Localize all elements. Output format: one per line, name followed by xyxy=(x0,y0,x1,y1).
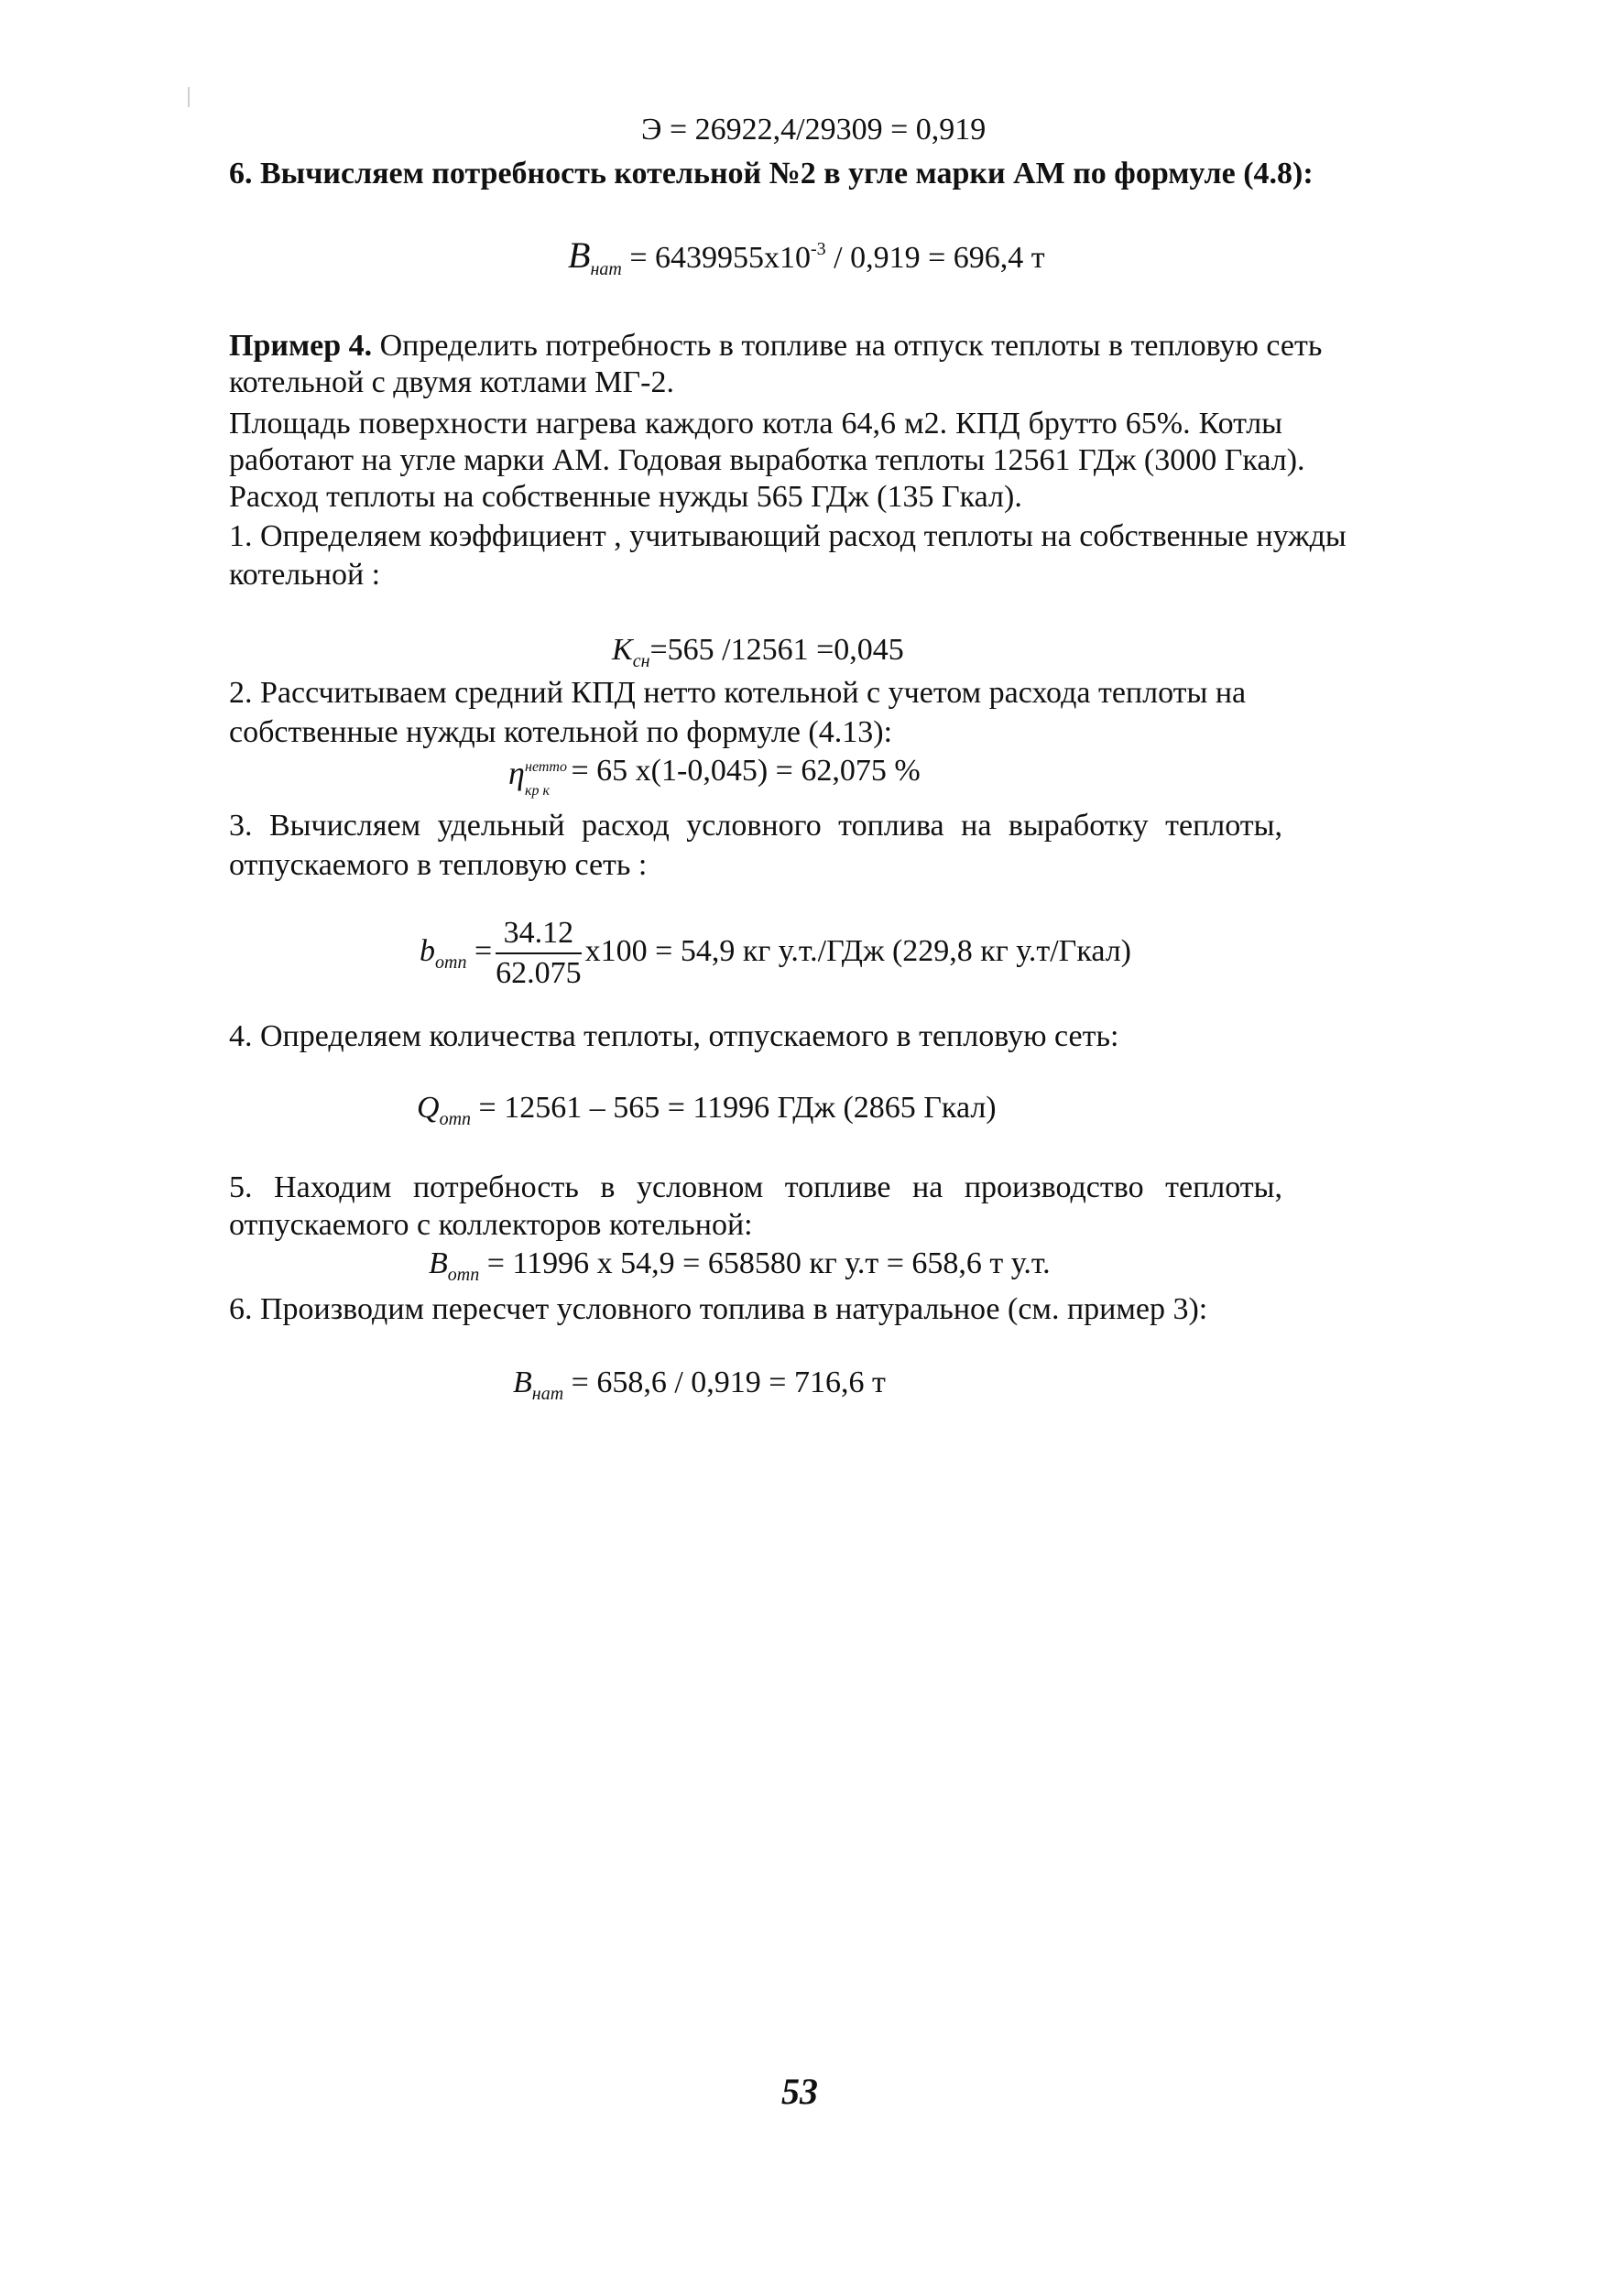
paragraph-line: Площадь поверхности нагрева каждого котла 64,6 м2. КПД брутто 65%. Котлы xyxy=(229,407,1282,441)
heat-supply-formula xyxy=(417,1090,997,1137)
natural-fuel-formula-2 xyxy=(513,1365,886,1412)
formula-result: = 65 x(1-0,045) = 62,075 % xyxy=(563,754,921,788)
coefficient-formula xyxy=(612,632,904,680)
fraction xyxy=(496,916,582,991)
step-5-line-2: отпускаемого с коллекторов котельной: xyxy=(229,1208,753,1242)
fraction-denominator: 62.075 xyxy=(496,956,582,990)
eta-superscript: нетто xyxy=(525,759,567,776)
step-2-line-1: 2. Рассчитываем средний КПД нетто котельной с учетом расхода теплоты на xyxy=(229,676,1247,710)
natural-fuel-formula-1 xyxy=(568,231,1045,288)
example-4-line-1 xyxy=(229,328,1323,365)
formula-part: = 6439955x10 xyxy=(621,241,811,275)
equals-sign: = xyxy=(466,933,493,968)
formula-result: = 12561 – 565 = 11996 ГДж (2865 Гкал) xyxy=(471,1091,997,1125)
formula-result: / 0,919 = 696,4 т xyxy=(825,241,1045,275)
step-2-line-2: собственные нужды котельной по формуле (4.13): xyxy=(229,715,893,749)
eta-subscript: кр к xyxy=(525,783,550,800)
formula-result: x100 = 54,9 кг у.т./ГДж (229,8 кг у.т/Гкал) xyxy=(584,933,1132,968)
symbol-k: K xyxy=(612,633,633,667)
step-6-line: 6. Производим пересчет условного топлива в натуральное (см. пример 3): xyxy=(229,1292,1208,1326)
step-6-heading: 6. Вычисляем потребность котельной №2 в угле марки АМ по формуле (4.8): xyxy=(229,157,1314,190)
step-1-line-1: 1. Определяем коэффициент , учитывающий расход теплоты на собственные нужды xyxy=(229,519,1347,553)
subscript-sn: сн xyxy=(632,651,650,671)
step-3-line-1: 3. Вычисляем удельный расход условного топлива на выработку теплоты, xyxy=(229,809,1282,843)
subscript-otp: отп xyxy=(435,952,467,973)
step-4-line: 4. Определяем количества теплоты, отпускаемого в тепловую сеть: xyxy=(229,1019,1119,1053)
fraction-numerator: 34.12 xyxy=(496,916,582,954)
formula-result: =565 /12561 =0,045 xyxy=(649,633,904,667)
step-3-line-2: отпускаемого в тепловую сеть : xyxy=(229,848,648,882)
superscript-exp: -3 xyxy=(811,239,826,259)
example-text: Определить потребность в топливе на отпуск теплоты в тепловую сеть xyxy=(379,329,1323,363)
paragraph-line: Расход теплоты на собственные нужды 565 ГДж (135 Гкал). xyxy=(229,480,1022,514)
symbol-b: B xyxy=(429,1246,448,1280)
step-5-line-1: 5. Находим потребность в условном топливе на производство теплоты, xyxy=(229,1170,1282,1204)
symbol-b: b xyxy=(420,933,435,968)
example-label: Пример 4. xyxy=(229,329,373,363)
symbol-b: B xyxy=(568,234,591,276)
symbol-q: Q xyxy=(417,1091,440,1125)
conventional-fuel-formula xyxy=(429,1246,1051,1293)
subscript-otp: отп xyxy=(447,1265,480,1285)
symbol-b: B xyxy=(513,1366,532,1399)
eta-letter: η xyxy=(508,755,525,792)
subscript-nat: нат xyxy=(531,1384,564,1404)
eta-symbol xyxy=(508,755,567,800)
formula-result: = 11996 x 54,9 = 658580 кг у.т = 658,6 т у.т. xyxy=(479,1246,1051,1280)
step-1-line-2: котельной : xyxy=(229,558,381,592)
efficiency-formula xyxy=(508,753,921,800)
example-4-line-2: котельной с двумя котлами МГ-2. xyxy=(229,365,674,399)
margin-mark xyxy=(188,87,190,107)
formula-result: = 658,6 / 0,919 = 716,6 т xyxy=(563,1366,886,1399)
subscript-nat: нат xyxy=(590,259,622,279)
page-number: 53 xyxy=(781,2071,818,2112)
specific-consumption-formula xyxy=(420,916,1131,991)
paragraph-line: работают на угле марки АМ. Годовая выработка теплоты 12561 ГДж (3000 Гкал). xyxy=(229,443,1305,477)
energy-equivalent-line: Э = 26922,4/29309 = 0,919 xyxy=(641,113,987,147)
subscript-otp: отп xyxy=(439,1109,472,1129)
